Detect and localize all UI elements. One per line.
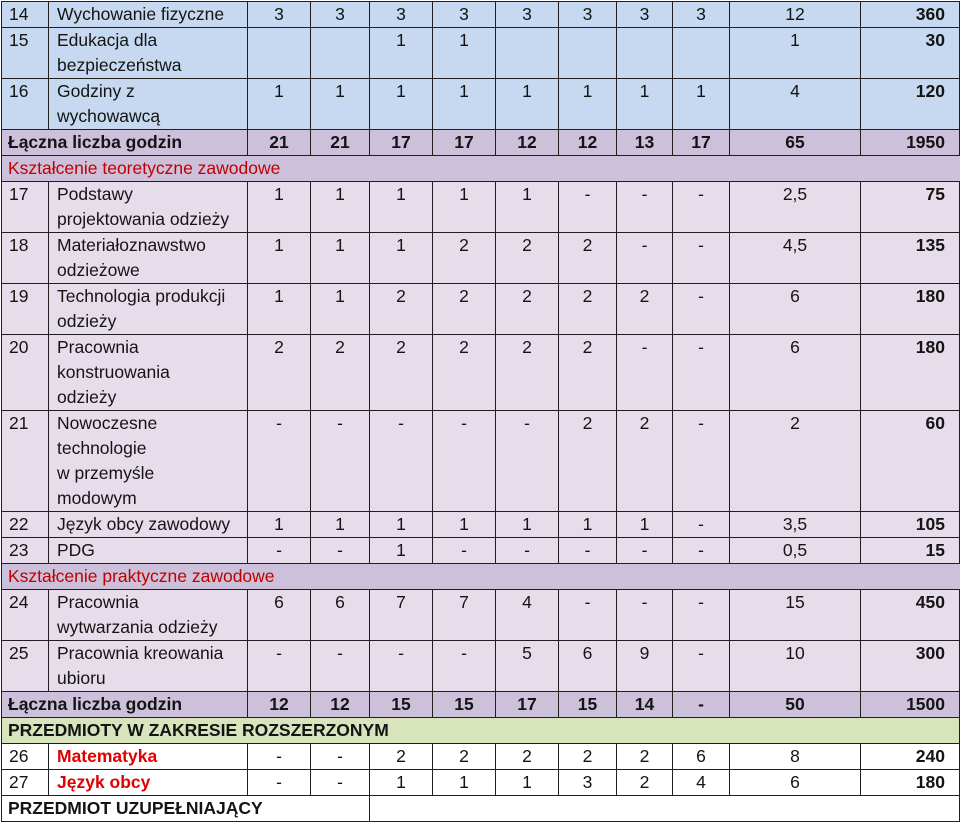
subject-name [49,28,248,79]
hours-cell: - [311,744,370,770]
hours-sum-cell: 15 [730,590,861,641]
grand-total-cell: 1950 [861,130,960,156]
total-hours-cell: 180 [861,335,960,411]
total-hours-cell: 180 [861,284,960,335]
hours-cell: 2 [433,335,496,411]
hours-cell: 1 [311,512,370,538]
hours-sum-cell: 6 [730,335,861,411]
section-header-row [2,564,960,590]
total-row [2,692,960,718]
hours-cell: 1 [433,512,496,538]
subject-name [49,233,248,284]
hours-cell: 2 [559,335,617,411]
hours-cell: 6 [311,590,370,641]
subject-name-line: Język obcy [57,772,151,792]
hours-cell: - [248,744,311,770]
hours-cell: 3 [559,770,617,796]
section-title: Kształcenie praktyczne zawodowe [2,564,960,590]
hours-cell: 3 [559,2,617,28]
subject-name [49,744,248,770]
subject-name-line: Edukacja dla [57,30,158,50]
subject-name-line: projektowania odzieży [57,209,230,229]
hours-sum-cell: 8 [730,744,861,770]
subject-name [49,284,248,335]
hours-cell: - [433,411,496,512]
total-hours-cell: 17 [370,130,433,156]
hours-cell: 1 [370,770,433,796]
hours-cell: 2 [496,233,559,284]
hours-cell: - [496,538,559,564]
hours-cell: 1 [248,182,311,233]
total-label: Łączna liczba godzin [2,130,248,156]
row-number: 16 [2,79,49,130]
hours-cell [559,28,617,79]
hours-cell: 1 [496,770,559,796]
total-hours-cell: 13 [617,130,673,156]
hours-cell: 1 [311,284,370,335]
total-hours-cell: 135 [861,233,960,284]
subject-name [49,182,248,233]
total-hours-cell: 15 [559,692,617,718]
total-hours-cell: 240 [861,744,960,770]
hours-cell: - [617,335,673,411]
hours-cell: 1 [559,79,617,130]
table-row [2,284,960,335]
total-hours-cell: 12 [248,692,311,718]
hours-cell: 1 [617,79,673,130]
subject-name [49,538,248,564]
total-hours-cell: 15 [861,538,960,564]
hours-cell: 1 [559,512,617,538]
row-number: 19 [2,284,49,335]
subject-name [49,79,248,130]
hours-cell: 2 [617,744,673,770]
hours-cell: 7 [370,590,433,641]
hours-cell [673,28,730,79]
hours-cell: 2 [433,284,496,335]
hours-cell: 2 [617,284,673,335]
hours-cell: 2 [433,233,496,284]
hours-cell: 1 [370,233,433,284]
subject-name-line: Materiałoznawstwo [57,235,206,255]
curriculum-table [1,1,960,822]
subject-name-line: Pracownia [57,592,139,612]
row-number: 27 [2,770,49,796]
total-hours-cell: 17 [496,692,559,718]
hours-cell: 1 [248,79,311,130]
total-hours-cell: 105 [861,512,960,538]
total-hours-cell: 360 [861,2,960,28]
hours-cell: 2 [559,744,617,770]
hours-cell: 2 [370,284,433,335]
total-hours-cell: 12 [559,130,617,156]
table-row [2,2,960,28]
hours-sum-cell: 0,5 [730,538,861,564]
subject-name-line: Nowoczesne [57,413,158,433]
total-hours-cell: 450 [861,590,960,641]
hours-cell: - [433,538,496,564]
subject-name [49,411,248,512]
section-title: PRZEDMIOTY W ZAKRESIE ROZSZERZONYM [2,718,960,744]
table-row [2,770,960,796]
total-hours-cell: 21 [311,130,370,156]
table-row [2,744,960,770]
subject-name-line: wytwarzania odzieży [57,617,218,637]
hours-cell: 1 [433,770,496,796]
hours-cell: - [559,590,617,641]
hours-sum-cell: 3,5 [730,512,861,538]
table-row [2,233,960,284]
total-hours-cell: 30 [861,28,960,79]
hours-cell: - [559,182,617,233]
hours-cell: - [673,641,730,692]
hours-cell: - [311,411,370,512]
hours-sum-cell: 1 [730,28,861,79]
total-hours-cell: 60 [861,411,960,512]
total-hours-cell: 120 [861,79,960,130]
row-number: 20 [2,335,49,411]
hours-cell: 1 [248,512,311,538]
hours-cell: 2 [617,411,673,512]
table-row [2,512,960,538]
total-hours-cell: 12 [496,130,559,156]
hours-cell: 1 [370,79,433,130]
subject-name-line: Podstawy [57,184,133,204]
row-number: 17 [2,182,49,233]
total-hours-cell: 14 [617,692,673,718]
hours-cell: 3 [673,2,730,28]
hours-cell: - [673,411,730,512]
hours-cell: - [311,538,370,564]
total-hours-cell: - [673,692,730,718]
row-number: 24 [2,590,49,641]
hours-cell: 1 [248,284,311,335]
row-number: 18 [2,233,49,284]
subject-name [49,2,248,28]
subject-name-line: bezpieczeństwa [57,55,182,75]
hours-cell: - [311,641,370,692]
subject-name [49,335,248,411]
subject-name-line: Matematyka [57,746,158,766]
subject-name-line: PDG [57,540,95,560]
hours-cell: 6 [559,641,617,692]
hours-cell: 3 [370,2,433,28]
hours-cell: 2 [559,411,617,512]
hours-cell: 1 [311,233,370,284]
hours-sum-cell: 6 [730,770,861,796]
hours-sum-cell: 12 [730,2,861,28]
row-number: 15 [2,28,49,79]
hours-cell: - [617,182,673,233]
section-header-row [2,718,960,744]
hours-cell: 2 [311,335,370,411]
subject-name-line: Godziny z [57,81,135,101]
row-number: 21 [2,411,49,512]
row-number: 26 [2,744,49,770]
total-sum-cell: 65 [730,130,861,156]
total-hours-cell: 17 [673,130,730,156]
hours-cell: 5 [496,641,559,692]
section-header-row [2,156,960,182]
table-row [2,538,960,564]
hours-cell: 6 [248,590,311,641]
hours-cell: - [248,411,311,512]
hours-cell: 1 [617,512,673,538]
hours-cell: 1 [311,182,370,233]
hours-sum-cell: 4 [730,79,861,130]
section-title: PRZEDMIOT UZUPEŁNIAJĄCY [2,796,370,822]
subject-name-line: technologie [57,438,147,458]
total-label: Łączna liczba godzin [2,692,248,718]
total-hours-cell: 15 [433,692,496,718]
subject-name-line: Technologia produkcji [57,286,226,306]
hours-cell: 2 [496,335,559,411]
hours-cell: 1 [496,182,559,233]
hours-cell: 1 [311,79,370,130]
subject-name [49,641,248,692]
subject-name-line: odzieży [57,311,117,331]
total-hours-cell: 75 [861,182,960,233]
subject-name-line: Język obcy zawodowy [57,514,231,534]
hours-cell: - [673,512,730,538]
total-sum-cell: 50 [730,692,861,718]
hours-cell: 1 [433,79,496,130]
hours-cell: 7 [433,590,496,641]
total-hours-cell: 21 [248,130,311,156]
table-row [2,641,960,692]
row-number: 14 [2,2,49,28]
hours-cell: 3 [617,2,673,28]
subject-name [49,770,248,796]
hours-cell: 4 [496,590,559,641]
table-row [2,28,960,79]
table-row [2,335,960,411]
hours-cell: - [433,641,496,692]
subject-name [49,512,248,538]
hours-cell [311,28,370,79]
hours-cell [496,28,559,79]
hours-sum-cell: 6 [730,284,861,335]
total-hours-cell: 12 [311,692,370,718]
hours-cell: 1 [433,28,496,79]
hours-cell: - [248,770,311,796]
subject-name-line: odzieży [57,387,117,407]
hours-cell: 1 [370,538,433,564]
total-hours-cell: 180 [861,770,960,796]
hours-cell: 2 [496,284,559,335]
hours-cell: 2 [559,233,617,284]
hours-cell: 3 [496,2,559,28]
hours-cell: - [248,641,311,692]
hours-cell: 9 [617,641,673,692]
hours-cell: - [559,538,617,564]
hours-cell: 2 [370,335,433,411]
hours-cell: 2 [617,770,673,796]
row-number: 23 [2,538,49,564]
subject-name [49,590,248,641]
hours-cell: 1 [248,233,311,284]
hours-cell: - [248,538,311,564]
total-hours-cell: 15 [370,692,433,718]
hours-cell: 4 [673,770,730,796]
hours-cell: 3 [248,2,311,28]
hours-cell: - [370,411,433,512]
hours-cell: 2 [370,744,433,770]
hours-cell: 1 [496,79,559,130]
hours-cell: 1 [496,512,559,538]
grand-total-cell: 1500 [861,692,960,718]
table-row [2,411,960,512]
section-title: Kształcenie teoretyczne zawodowe [2,156,960,182]
hours-sum-cell: 10 [730,641,861,692]
hours-cell [248,28,311,79]
subject-name-line: konstruowania [57,362,170,382]
total-row [2,130,960,156]
hours-cell: 2 [496,744,559,770]
total-hours-cell: 300 [861,641,960,692]
subject-name-line: Pracownia kreowania [57,643,224,663]
hours-cell: - [673,284,730,335]
hours-cell: - [673,538,730,564]
hours-cell: 2 [559,284,617,335]
hours-cell: - [673,233,730,284]
hours-cell: - [617,590,673,641]
section-header-row [2,796,960,822]
hours-cell: - [617,538,673,564]
hours-cell: 1 [370,512,433,538]
hours-cell: 1 [370,182,433,233]
hours-cell: - [370,641,433,692]
table-row [2,182,960,233]
hours-sum-cell: 4,5 [730,233,861,284]
subject-name-line: w przemyśle [57,463,155,483]
subject-name-line: Wychowanie fizyczne [57,4,225,24]
row-number: 22 [2,512,49,538]
hours-cell: - [673,590,730,641]
hours-cell: - [496,411,559,512]
hours-cell: - [617,233,673,284]
subject-name-line: Pracownia [57,337,139,357]
subject-name-line: wychowawcą [57,106,161,126]
hours-cell: 3 [433,2,496,28]
hours-cell: - [311,770,370,796]
row-number: 25 [2,641,49,692]
hours-cell: - [673,335,730,411]
subject-name-line: ubioru [57,668,106,688]
hours-cell [617,28,673,79]
hours-cell: 1 [433,182,496,233]
hours-cell: - [673,182,730,233]
table-row [2,590,960,641]
hours-cell: 1 [673,79,730,130]
hours-cell: 1 [370,28,433,79]
hours-cell: 2 [248,335,311,411]
total-hours-cell: 17 [433,130,496,156]
hours-sum-cell: 2 [730,411,861,512]
hours-sum-cell: 2,5 [730,182,861,233]
hours-cell: 6 [673,744,730,770]
subject-name-line: odzieżowe [57,260,140,280]
hours-cell: 2 [433,744,496,770]
section-blank [370,796,960,822]
hours-cell: 3 [311,2,370,28]
subject-name-line: modowym [57,488,137,508]
table-row [2,79,960,130]
